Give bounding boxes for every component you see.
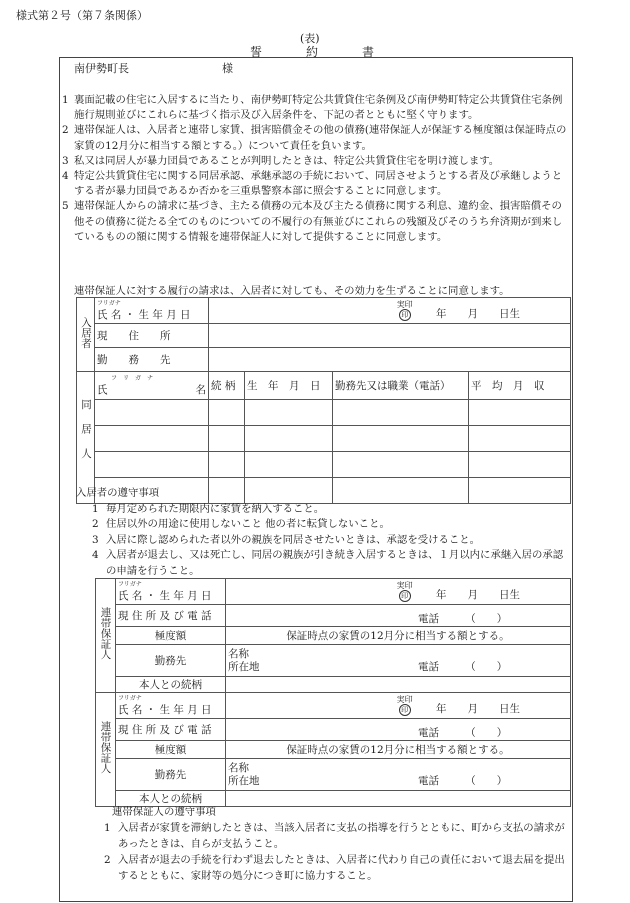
resident-rule-item: 1 毎月定められた期限内に家賃を納入すること。 — [92, 502, 325, 515]
guarantor-name-label: フリガナ 氏 名 ・ 生 年 月 日 — [116, 693, 226, 719]
cohabitant-cell[interactable] — [209, 400, 245, 426]
guarantor-address-field[interactable]: 電話 （ ） — [226, 605, 571, 627]
resident-rule-item: 3 入居に際し認められた者以外の親族を同居させたいときは、承認を受けること。 — [92, 533, 481, 546]
title-char: 書 — [361, 45, 374, 59]
seal-mark: 印 — [399, 704, 411, 716]
cohabitant-cell[interactable] — [333, 452, 469, 478]
cohabitant-cell[interactable] — [469, 426, 571, 452]
guarantor-name-field[interactable]: 実印 印 年 月 日生 — [226, 693, 571, 719]
resident-rule-item: 2 住居以外の用途に使用しないこと 他の者に転貸しないこと。 — [92, 518, 390, 530]
guarantor-table — [95, 692, 571, 807]
addressee-name: 南伊勢町長 — [74, 62, 129, 75]
seal-mark: 印 — [399, 309, 411, 321]
resident-table — [76, 297, 571, 504]
relation-label: 本人との続柄 — [116, 791, 226, 807]
guarantor-address-field[interactable]: 電話 （ ） — [226, 719, 571, 741]
cohabitant-cell[interactable] — [95, 426, 209, 452]
workplace-field[interactable]: 名称 所在地 電話 （ ） — [226, 759, 571, 791]
cohabitant-cell[interactable] — [333, 400, 469, 426]
relation-field[interactable] — [226, 677, 571, 693]
cohabitant-cell[interactable] — [469, 400, 571, 426]
clause-text: 私又は同居人が暴力団員であることが判明したときは、特定公共賃貸住宅を明け渡します。 — [74, 154, 500, 167]
cohabitant-cell[interactable] — [95, 400, 209, 426]
addressee-honorific: 様 — [222, 62, 233, 75]
resident-dob: 年 月 日生 — [436, 308, 521, 320]
guarantor-rule-item: 2 入居者が退去の手続を行わず退去したときは、入居者に代わり自己の責任において退去届を提出するとともに、家財等の処分につき町に協力すること。 — [104, 854, 565, 882]
resident-label: 入居者 — [77, 298, 95, 372]
seal-mark: 印 — [399, 590, 411, 602]
guarantor-rule-item: 1 入居者が家賃を滞納したときは、当該入居者に支払の指導を行うとともに、町から支払の請求があったときは、自らが支払うこと。 — [104, 822, 565, 850]
resident-rules — [76, 486, 566, 579]
limit-value: 保証時点の家賃の12月分に相当する額とする。 — [226, 741, 571, 759]
guarantor-label: 連帯保証人 — [96, 693, 116, 807]
guarantor-label: 連帯保証人 — [96, 579, 116, 693]
clause-number: 1 — [62, 94, 69, 106]
clause-text: 特定公共賃貸住宅に関する同居承認、承継承認の手続において、同居させようとする者及び承継しようとする者が暴力団員であるか否かを三重県警察本部に照会することに同意します。 — [74, 170, 563, 198]
guarantor-notice: 連帯保証人に対する履行の請求は、入居者に対しても、その効力を生ずることに同意します。 — [74, 285, 510, 297]
front-side-label: (表) — [300, 32, 320, 45]
resident-rule-item: 4 入居者が退去し、又は死亡し、同居の親族が引き続き入居するときは、１月以内に承継入居の承認の申請を行うこと。 — [92, 549, 564, 577]
resident-name-label: フリガナ 氏 名 ・ 生 年 月 日 — [95, 298, 209, 324]
pledge-clause — [62, 93, 570, 123]
form-number: 様式第２号（第７条関係） — [16, 9, 148, 22]
cohabitant-cell[interactable] — [245, 452, 333, 478]
guarantor-address-label: 現 住 所 及 び 電 話 — [116, 605, 226, 627]
resident-address-field[interactable] — [209, 324, 571, 348]
guarantor-address-label: 現 住 所 及 び 電 話 — [116, 719, 226, 741]
clause-text: 裏面記載の住宅に入居するに当たり、南伊勢町特定公共賃貸住宅条例及び南伊勢町特定公共賃貸住宅条例施行規則並びにこれらに基づく指示及び入居条件を、下記の者とともに堅く守ります。 — [74, 94, 563, 122]
workplace-field[interactable]: 名称 所在地 電話 （ ） — [226, 645, 571, 677]
guarantor-dob: 年 月 日生 — [436, 589, 520, 601]
guarantor-name-label: フリガナ 氏 名 ・ 生 年 月 日 — [116, 579, 226, 605]
workplace-label: 勤務先 — [116, 759, 226, 791]
limit-value: 保証時点の家賃の12月分に相当する額とする。 — [226, 627, 571, 645]
clause-number: 4 — [62, 170, 69, 183]
cohabitant-income-header: 平 均 月 収 — [469, 372, 571, 400]
guarantor-rules — [104, 804, 566, 884]
cohabitant-cell[interactable] — [245, 426, 333, 452]
clause-number: 3 — [62, 154, 69, 167]
pledge-clause — [62, 169, 570, 199]
relation-label: 本人との続柄 — [116, 677, 226, 693]
workplace-label: 勤務先 — [116, 645, 226, 677]
cohabitant-cell[interactable] — [209, 452, 245, 478]
pledge-clause — [62, 154, 570, 169]
cohabitant-cell[interactable] — [333, 426, 469, 452]
cohabitant-relation-header: 続 柄 — [209, 372, 245, 400]
cohabitant-cell[interactable] — [469, 452, 571, 478]
cohabitant-dob-header: 生 年 月 日 — [245, 372, 333, 400]
guarantor-rules-heading: 連帯保証人の遵守事項 — [112, 806, 216, 818]
resident-workplace-label: 勤 務 先 — [95, 348, 209, 372]
cohabitant-label: 同居人 — [77, 372, 95, 504]
cohabitant-cell[interactable] — [95, 452, 209, 478]
cohabitant-work-header: 勤務先又は職業（電話） — [333, 372, 469, 400]
pledge-clause — [62, 199, 570, 245]
clause-text: 連帯保証人からの請求に基づき、主たる債務の元本及び主たる債務に関する利息、違約金、損害賠償その他その債務に従たる全てのものについての不履行の有無並びにこれらの残額及びそのうち弁済期が到来しているものの額に関する情報を連帯保証人に対して提供することに同意します。 — [74, 200, 563, 243]
title-char: 約 — [305, 45, 318, 59]
pledge-clauses — [62, 93, 570, 245]
limit-label: 極度額 — [116, 627, 226, 645]
cohabitant-name-header: フ リ ガ ナ 氏 名 — [95, 372, 209, 400]
cohabitant-cell[interactable] — [209, 426, 245, 452]
resident-rules-heading: 入居者の遵守事項 — [76, 487, 160, 499]
limit-label: 極度額 — [116, 741, 226, 759]
pledge-clause — [62, 123, 570, 153]
clause-text: 連帯保証人は、入居者と連帯し家賃、損害賠償金その他の債務(連帯保証人が保証する極度額は保証時点の家賃の12月分に相当する額とする。）について責任を負います。 — [74, 124, 567, 152]
resident-name-field[interactable]: 実印 印 年 月 日生 — [209, 298, 571, 324]
guarantor-dob: 年 月 日生 — [436, 703, 520, 715]
clause-number: 2 — [62, 124, 69, 137]
title-char: 誓 — [249, 45, 262, 59]
clause-number: 5 — [62, 200, 69, 213]
guarantor-name-field[interactable]: 実印 印 年 月 日生 — [226, 579, 571, 605]
resident-workplace-field[interactable] — [209, 348, 571, 372]
guarantor-table — [95, 578, 571, 693]
cohabitant-cell[interactable] — [245, 400, 333, 426]
resident-address-label: 現 住 所 — [95, 324, 209, 348]
